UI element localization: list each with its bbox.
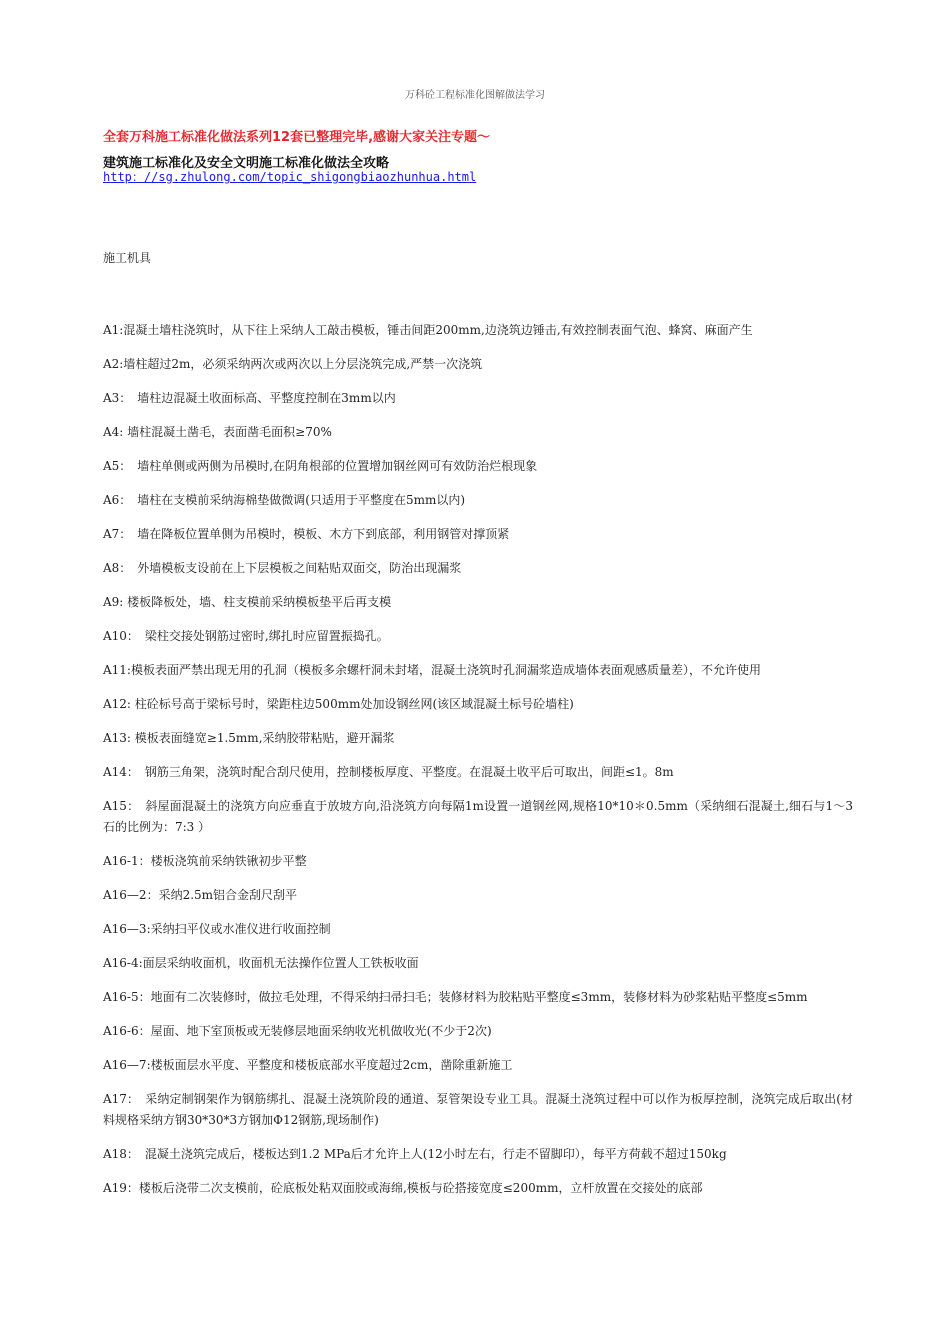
list-item: A5： 墙柱单侧或两侧为吊模时,在阴角根部的位置增加钢丝网可有效防治烂根现象 xyxy=(103,459,538,473)
list-item: A16-1：楼板浇筑前采纳铁锹初步平整 xyxy=(103,854,307,868)
list-item: A2:墙柱超过2m，必须采纳两次或两次以上分层浇筑完成,严禁一次浇筑 xyxy=(103,357,483,371)
list-item: A1:混凝土墙柱浇筑时，从下往上采纳人工敲击模板，锤击间距200mm,边浇筑边锤击,有效控制表面气泡、蜂窝、麻面产生 xyxy=(103,323,753,337)
list-item: A16-5：地面有二次装修时，做拉毛处理，不得采纳扫帚扫毛；装修材料为胶粘贴平整度≤3mm，装修材料为砂浆粘贴平整度≤5mm xyxy=(103,990,808,1004)
promo-link[interactable]: http：//sg.zhulong.com/topic_shigongbiaozhunhua.html xyxy=(103,170,477,184)
list-item: A4: 墙柱混凝土凿毛，表面凿毛面积≥70% xyxy=(103,425,332,439)
list-item: A19：楼板后浇带二次支模前，砼底板处粘双面胶或海绵,模板与砼搭接宽度≤200mm，立杆放置在交接处的底部 xyxy=(103,1181,703,1195)
item-list xyxy=(103,320,853,1212)
promo-subheadline: 建筑施工标准化及安全文明施工标准化做法全攻略 xyxy=(103,156,390,171)
list-item: A7： 墙在降板位置单侧为吊模时，模板、木方下到底部，利用钢管对撑顶紧 xyxy=(103,527,510,541)
list-item: A16-4:面层采纳收面机，收面机无法操作位置人工铁板收面 xyxy=(103,956,419,970)
list-item: A18： 混凝土浇筑完成后，楼板达到1.2 MPa后才允许上人(12小时左右，行走不留脚印），每平方荷载不超过150kg xyxy=(103,1147,727,1161)
list-item: A12: 柱砼标号高于梁标号时，梁距柱边500mm处加设钢丝网(该区域混凝土标号砼墙柱) xyxy=(103,697,574,711)
list-item: A14： 钢筋三角架，浇筑时配合刮尺使用，控制楼板厚度、平整度。在混凝土收平后可取出，间距≤1。8m xyxy=(103,765,674,779)
section-title: 施工机具 xyxy=(103,251,152,265)
list-item: A16—3:采纳扫平仪或水准仪进行收面控制 xyxy=(103,922,331,936)
list-item: A13: 模板表面缝宽≥1.5mm,采纳胶带粘贴，避开漏浆 xyxy=(103,731,395,745)
list-item: A17： 采纳定制钢架作为钢筋绑扎、混凝土浇筑阶段的通道、泵管架设专业工具。混凝土浇筑过程中可以作为板厚控制，浇筑完成后取出(材料规格采纳方钢30*30*3方钢加Φ12钢筋,现场制作) xyxy=(103,1092,853,1127)
list-item: A11:模板表面严禁出现无用的孔洞（模板多余螺杆洞未封堵，混凝土浇筑时孔洞漏浆造成墙体表面观感质量差），不允许使用 xyxy=(103,663,761,677)
list-item: A10： 梁柱交接处钢筋过密时,绑扎时应留置振捣孔。 xyxy=(103,629,389,643)
list-item: A3： 墙柱边混凝土收面标高、平整度控制在3mm以内 xyxy=(103,391,396,405)
list-item: A16—2：采纳2.5m铝合金刮尺刮平 xyxy=(103,888,298,902)
list-item: A15： 斜屋面混凝土的浇筑方向应垂直于放坡方向,沿浇筑方向每隔1m设置一道钢丝网,规格10*10＊0.5mm（采纳细石混凝土,细石与1～3石的比例为：7:3 ） xyxy=(103,799,853,834)
list-item: A16-6：屋面、地下室顶板或无装修层地面采纳收光机做收光(不少于2次) xyxy=(103,1024,492,1038)
list-item: A6： 墙柱在支模前采纳海棉垫做微调(只适用于平整度在5mm以内) xyxy=(103,493,466,507)
list-item: A16—7:楼板面层水平度、平整度和楼板底部水平度超过2cm，凿除重新施工 xyxy=(103,1058,513,1072)
list-item: A8： 外墙模板支设前在上下层模板之间粘贴双面交，防治出现漏浆 xyxy=(103,561,462,575)
list-item: A9: 楼板降板处，墙、柱支模前采纳模板垫平后再支模 xyxy=(103,595,392,609)
running-header: 万科砼工程标准化图解做法学习 xyxy=(405,90,545,101)
promo-headline: 全套万科施工标准化做法系列12套已整理完毕,感谢大家关注专题～ xyxy=(103,130,491,145)
